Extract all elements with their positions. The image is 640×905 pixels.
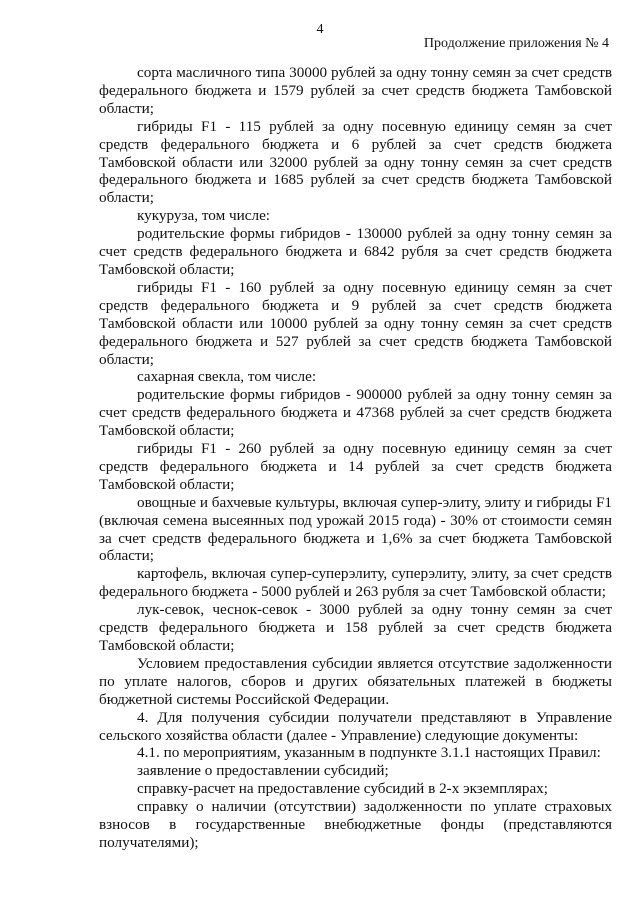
paragraph: родительские формы гибридов - 900000 рублей за одну тонну семян за счет средств федерального бюджета и 47368 рублей за счет средств бюджета Тамбовской области; xyxy=(99,386,612,440)
paragraph: овощные и бахчевые культуры, включая супер-элиту, элиту и гибриды F1 (включая семена высеянных под урожай 2015 года) - 30% от стоимости семян за счет средств федерального бюджета и 1,6% за счет бюджета Тамбовской области; xyxy=(99,493,612,565)
paragraph: гибриды F1 - 115 рублей за одну посевную единицу семян за счет средств федерального бюджета и 6 рублей за счет средств бюджета Тамбовской области или 32000 рублей за одну тонну семян за счет средств федерального бюджета и 1685 рублей за счет средств бюджета Тамбовской области; xyxy=(99,117,612,207)
paragraph: родительские формы гибридов - 130000 рублей за одну тонну семян за счет средств федерального бюджета и 6842 рубля за счет средств бюджета Тамбовской области; xyxy=(99,225,612,278)
paragraph: гибриды F1 - 260 рублей за одну посевную единицу семян за счет средств федерального бюджета и 14 рублей за счет средств бюджета Тамбовской области; xyxy=(99,440,612,493)
paragraph: кукуруза, том числе: xyxy=(137,207,271,225)
paragraph: сахарная свекла, том числе: xyxy=(137,368,317,386)
paragraph: справку о наличии (отсутствии) задолженности по уплате страховых взносов в государственные внебюджетные фонды (представляются получателями); xyxy=(99,798,612,851)
paragraph: сорта масличного типа 30000 рублей за одну тонну семян за счет средств федерального бюджета и 1579 рублей за счет средств бюджета Тамбовской области; xyxy=(99,64,612,117)
page-number: 4 xyxy=(316,22,324,37)
paragraph: справку-расчет на предоставление субсидий в 2-х экземплярах; xyxy=(137,780,548,798)
appendix-continuation-header: Продолжение приложения № 4 xyxy=(423,36,609,51)
paragraph: 4.1. по мероприятиям, указанным в подпункте 3.1.1 настоящих Правил: xyxy=(137,744,601,762)
paragraph: картофель, включая супер-суперэлиту, суперэлиту, элиту, за счет средств федерального бюджета - 5000 рублей и 263 рубля за счет Тамбовской области; xyxy=(99,565,612,601)
paragraph: 4. Для получения субсидии получатели представляют в Управление сельского хозяйства области (далее - Управление) следующие документы: xyxy=(99,708,612,744)
paragraph: гибриды F1 - 160 рублей за одну посевную единицу семян за счет средств федерального бюджета и 9 рублей за счет средств бюджета Тамбовской области или 10000 рублей за одну тонну семян за счет средств федерального бюджета и 527 рублей за счет средств бюджета Тамбовской области; xyxy=(99,278,612,368)
paragraph: Условием предоставления субсидии является отсутствие задолженности по уплате налогов, сборов и других обязательных платежей в бюджеты бюджетной системы Российской Федерации. xyxy=(99,654,612,708)
document-body xyxy=(99,64,612,852)
paragraph: заявление о предоставлении субсидий; xyxy=(137,762,389,780)
paragraph: лук-севок, чеснок-севок - 3000 рублей за одну тонну семян за счет средств федерального бюджета и 158 рублей за счет средств бюджета Тамбовской области; xyxy=(99,601,612,654)
